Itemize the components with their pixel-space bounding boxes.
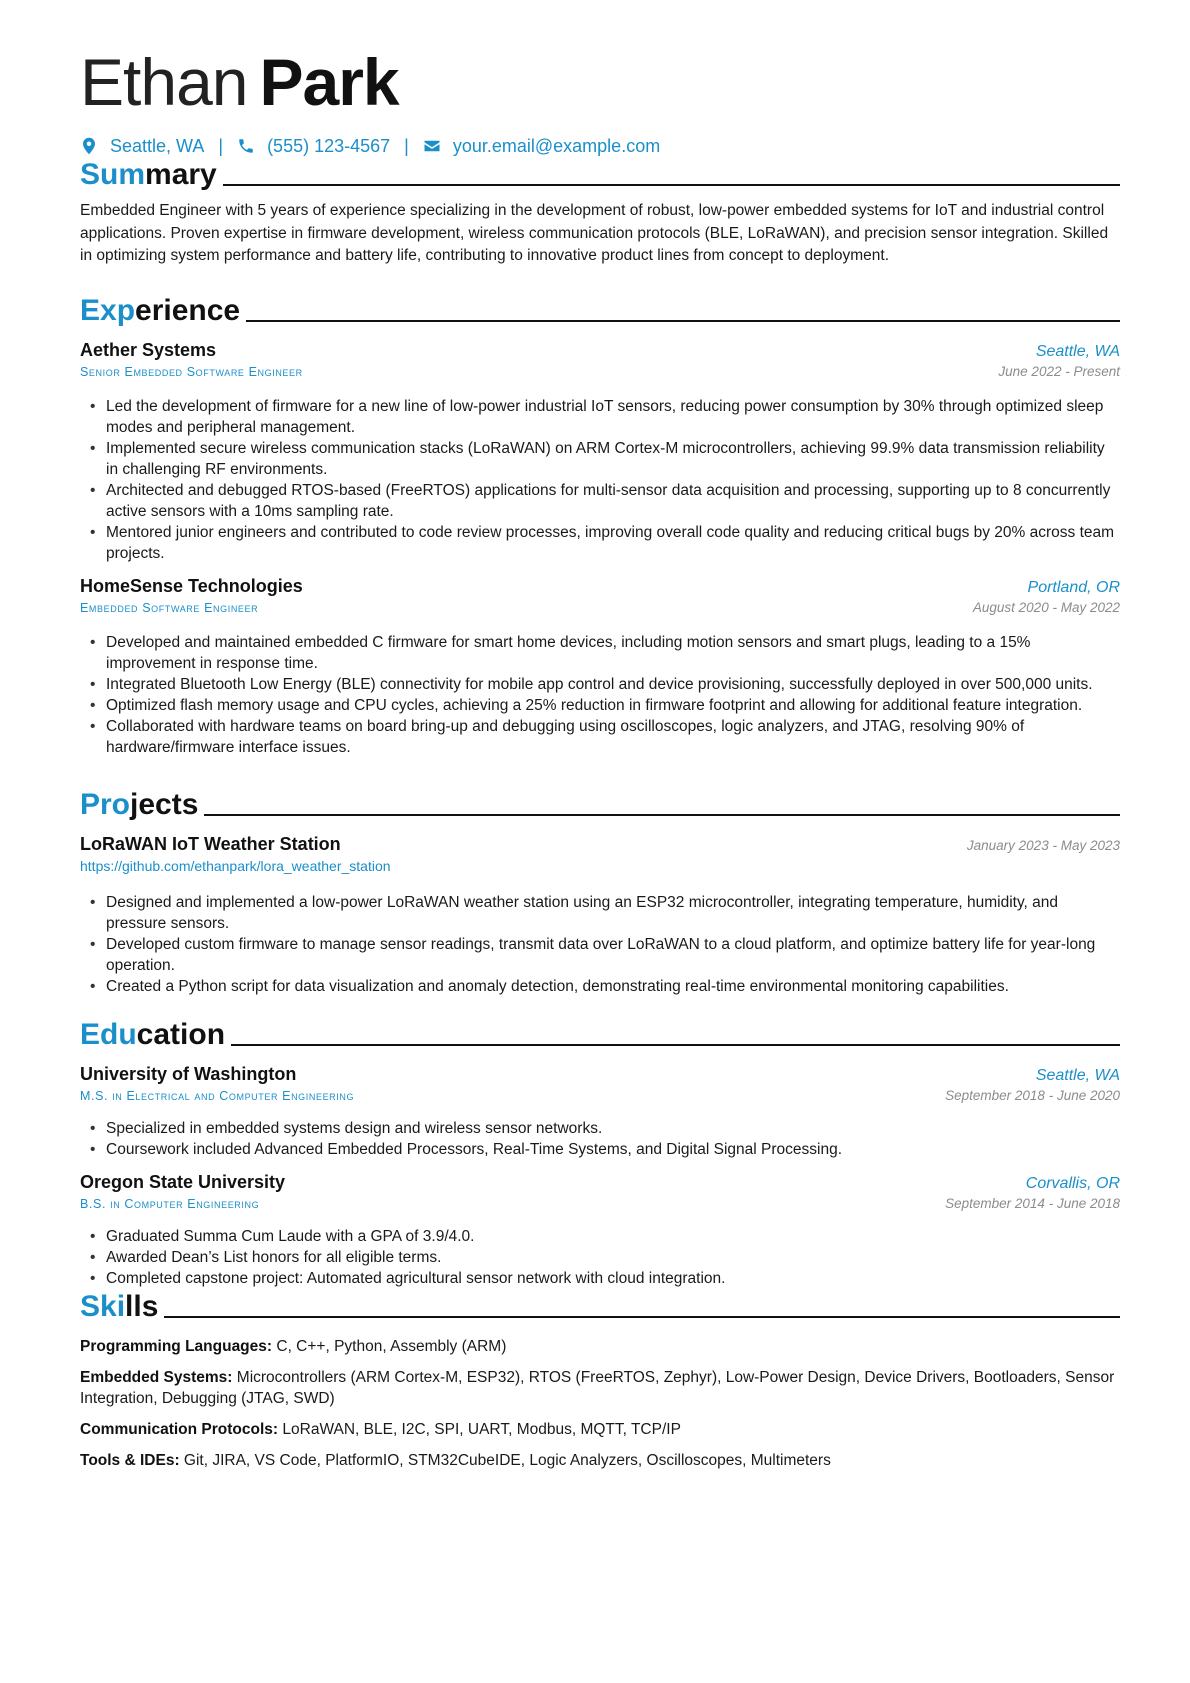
email-link[interactable]: your.email@example.com — [452, 135, 661, 156]
bullet-list — [80, 396, 1120, 564]
projects-section — [80, 786, 1120, 997]
bullet-list — [80, 632, 1120, 758]
list-item: • Implemented secure wireless communication stacks (LoRaWAN) on ARM Cortex-M microcontrollers, achieving 99.9% data transmission reliability in challenging RF environments. — [106, 438, 1120, 480]
list-item: • Coursework included Advanced Embedded Processors, Real-Time Systems, and Digital Signal Processing. — [106, 1139, 1120, 1160]
section-title: Projects — [80, 788, 199, 821]
company-location: Portland, OR — [1027, 579, 1120, 596]
skill-label: Programming Languages: — [80, 1338, 273, 1355]
skill-label: Communication Protocols: — [80, 1421, 279, 1438]
section-rule — [231, 1044, 1120, 1046]
map-marker-icon — [80, 137, 98, 155]
list-item: • Developed and maintained embedded C firmware for smart home devices, including motion sensors and smart plugs, leading to a 15% improvement in response time. — [106, 632, 1120, 674]
envelope-icon — [423, 137, 441, 155]
education-dates: September 2018 - June 2020 — [945, 1088, 1120, 1103]
experience-section — [80, 292, 1120, 758]
list-item: • Specialized in embedded systems design and wireless sensor networks. — [106, 1118, 1120, 1139]
skills-section — [80, 1288, 1120, 1471]
school-location: Corvallis, OR — [1025, 1175, 1120, 1192]
skill-value: Git, JIRA, VS Code, PlatformIO, STM32CubeIDE, Logic Analyzers, Oscilloscopes, Multimeters — [183, 1452, 831, 1469]
job-dates: June 2022 - Present — [998, 364, 1120, 379]
job-title: Embedded Software Engineer — [80, 601, 259, 615]
phone-icon — [237, 137, 255, 155]
location-text: Seattle, WA — [110, 135, 205, 156]
list-item: • Completed capstone project: Automated agricultural sensor network with cloud integration. — [106, 1268, 1120, 1289]
section-title: Skills — [80, 1290, 159, 1323]
school-name: Oregon State University — [80, 1172, 286, 1192]
skill-row — [80, 1450, 1120, 1471]
resume-page — [80, 0, 1120, 1469]
list-item: • Created a Python script for data visualization and anomaly detection, demonstrating real-time environmental monitoring capabilities. — [106, 976, 1120, 997]
phone-text: (555) 123-4567 — [267, 135, 391, 156]
skill-value: LoRaWAN, BLE, I2C, SPI, UART, Modbus, MQTT, TCP/IP — [282, 1421, 681, 1438]
skill-label: Tools & IDEs: — [80, 1452, 180, 1469]
project-entry — [80, 834, 1120, 997]
project-name: LoRaWAN IoT Weather Station — [80, 834, 341, 854]
list-item: • Developed custom firmware to manage sensor readings, transmit data over LoRaWAN to a cloud platform, and optimize battery life for year-long operation. — [106, 934, 1120, 976]
list-item: • Integrated Bluetooth Low Energy (BLE) connectivity for mobile app control and device provisioning, successfully deployed in over 500,000 units. — [106, 674, 1120, 695]
bullet-list — [80, 1118, 1120, 1160]
education-entry — [80, 1064, 1120, 1160]
section-rule — [204, 814, 1120, 816]
experience-entry — [80, 340, 1120, 564]
list-item: • Led the development of firmware for a new line of low-power industrial IoT sensors, reducing power consumption by 30% through optimized sleep modes and peripheral management. — [106, 396, 1120, 438]
skill-value: Microcontrollers (ARM Cortex-M, ESP32), RTOS (FreeRTOS, Zephyr), Low-Power Design, Device Drivers, Bootloaders, Sensor Integration, Debugging (JTAG, SWD) — [80, 1369, 1115, 1407]
company-name: Aether Systems — [80, 340, 217, 360]
project-link[interactable]: https://github.com/ethanpark/lora_weather_station — [80, 858, 391, 874]
list-item: • Architected and debugged RTOS-based (FreeRTOS) applications for multi-sensor data acquisition and processing, supporting up to 8 concurrently active sensors with a 10ms sampling rate. — [106, 480, 1120, 522]
summary-text: Embedded Engineer with 5 years of experience specializing in the development of robust, low-power embedded systems for IoT and industrial control applications. Proven expertise in firmware development, wireless communication protocols (BLE, LoRaWAN), and precision sensor integration. Skilled in optimizing system performance and battery life, contributing to innovative product lines from concept to deployment. — [80, 202, 1109, 264]
contact-email[interactable] — [423, 136, 660, 157]
degree: B.S. in Computer Engineering — [80, 1197, 260, 1211]
experience-entry — [80, 576, 1120, 758]
list-item: • Designed and implemented a low-power LoRaWAN weather station using an ESP32 microcontroller, integrating temperature, humidity, and pressure sensors. — [106, 892, 1120, 934]
school-name: University of Washington — [80, 1064, 297, 1084]
list-item: • Mentored junior engineers and contributed to code review processes, improving overall code quality and reducing critical bugs by 20% across team projects. — [106, 522, 1120, 564]
education-section — [80, 1016, 1120, 1289]
section-title: Summary — [80, 158, 217, 191]
section-rule — [164, 1316, 1120, 1318]
bullet-list — [80, 892, 1120, 997]
contact-separator: | — [218, 135, 224, 156]
section-rule — [223, 184, 1120, 186]
skill-value: C, C++, Python, Assembly (ARM) — [276, 1338, 507, 1355]
skill-label: Embedded Systems: — [80, 1369, 233, 1386]
summary-section — [80, 156, 1120, 268]
skill-row — [80, 1367, 1120, 1409]
project-dates: January 2023 - May 2023 — [966, 838, 1120, 853]
list-item: • Collaborated with hardware teams on board bring-up and debugging using oscilloscopes, logic analyzers, and JTAG, resolving 90% of hardware/firmware interface issues. — [106, 716, 1120, 758]
company-name: HomeSense Technologies — [80, 576, 303, 596]
contact-location — [80, 136, 204, 157]
job-title: Senior Embedded Software Engineer — [80, 365, 303, 379]
bullet-list — [80, 1226, 1120, 1289]
degree: M.S. in Electrical and Computer Engineering — [80, 1089, 355, 1103]
section-rule — [246, 320, 1120, 322]
school-location: Seattle, WA — [1035, 1067, 1120, 1084]
contact-separator: | — [404, 135, 409, 156]
company-location: Seattle, WA — [1035, 343, 1120, 360]
contact-phone[interactable] — [237, 136, 390, 157]
list-item: • Graduated Summa Cum Laude with a GPA of 3.9/4.0. — [106, 1226, 1120, 1247]
job-dates: August 2020 - May 2022 — [972, 600, 1120, 615]
list-item: • Optimized flash memory usage and CPU cycles, achieving a 25% reduction in firmware footprint and allowing for additional feature integration. — [106, 695, 1120, 716]
education-entry — [80, 1172, 1120, 1289]
section-title: Education — [80, 1018, 226, 1051]
skill-row — [80, 1336, 1120, 1357]
candidate-name — [80, 44, 1120, 120]
list-item: • Awarded Dean’s List honors for all eligible terms. — [106, 1247, 1120, 1268]
skill-row — [80, 1419, 1120, 1440]
section-title: Experience — [80, 294, 241, 327]
first-name: Ethan — [80, 45, 248, 119]
education-dates: September 2014 - June 2018 — [945, 1196, 1120, 1211]
last-name: Park — [259, 45, 399, 119]
